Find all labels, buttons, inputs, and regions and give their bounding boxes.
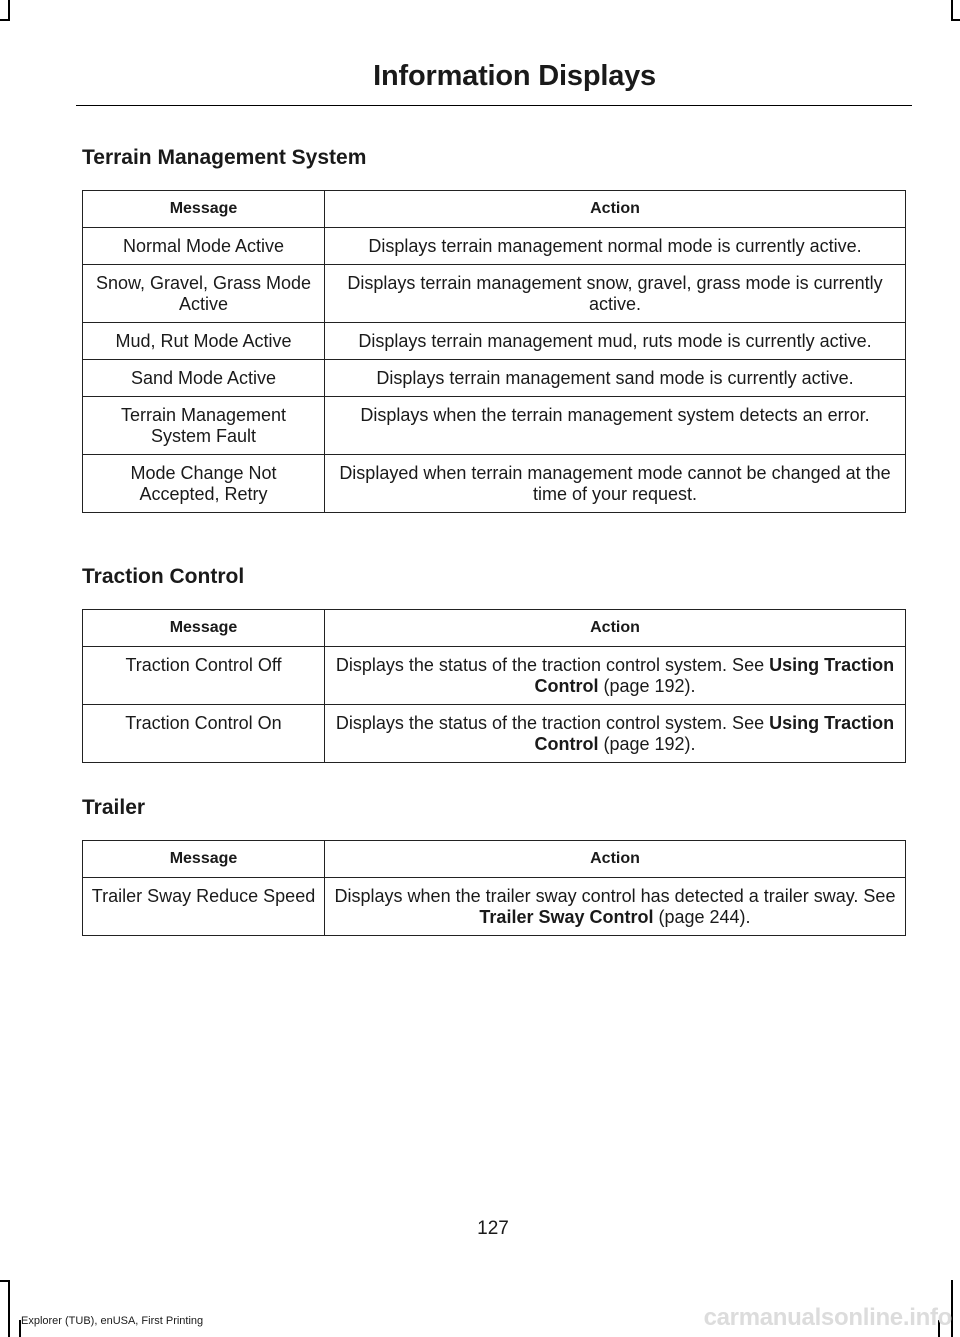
crop-mark: [951, 0, 953, 20]
action-cell: [325, 705, 906, 763]
action-cell: [325, 878, 906, 936]
crop-mark: [0, 1280, 10, 1282]
section-title-trailer: Trailer: [82, 796, 146, 819]
cross-reference-link[interactable]: Using Traction Control: [534, 655, 895, 696]
table-row: [83, 360, 906, 397]
page-reference: (page 192).: [598, 734, 696, 754]
message-cell: Mode Change Not Accepted, Retry: [83, 455, 325, 513]
action-cell: Displays terrain management sand mode is currently active.: [325, 360, 906, 397]
action-cell: Displays terrain management mud, ruts mode is currently active.: [325, 323, 906, 360]
action-text: Displays when the trailer sway control has detected a trailer sway. See: [334, 886, 896, 906]
page-reference: (page 192).: [598, 676, 696, 696]
table-row: [83, 647, 906, 705]
table-row: [83, 228, 906, 265]
crop-mark: [951, 19, 960, 21]
action-cell: [325, 647, 906, 705]
section-title-traction: Traction Control: [82, 565, 245, 588]
crop-mark: [8, 0, 10, 20]
trailer-message-table: [82, 840, 906, 936]
action-cell: Displays terrain management normal mode is currently active.: [325, 228, 906, 265]
terrain-message-table: [82, 190, 906, 513]
page-title: Information Displays: [373, 60, 656, 92]
table-row: [83, 705, 906, 763]
message-cell: Terrain Management System Fault: [83, 397, 325, 455]
page-reference: (page 244).: [653, 907, 751, 927]
message-cell: Mud, Rut Mode Active: [83, 323, 325, 360]
table-header-row: [83, 191, 906, 228]
cross-reference-link[interactable]: Using Traction Control: [534, 713, 895, 754]
table-row: [83, 878, 906, 936]
column-header-action: Action: [325, 610, 906, 647]
table-header-row: [83, 610, 906, 647]
column-header-action: Action: [325, 841, 906, 878]
message-cell: Snow, Gravel, Grass Mode Active: [83, 265, 325, 323]
message-cell: Traction Control Off: [83, 647, 325, 705]
action-cell: Displays terrain management snow, gravel, grass mode is currently active.: [325, 265, 906, 323]
action-text: Displays the status of the traction control system. See: [335, 713, 770, 733]
message-cell: Trailer Sway Reduce Speed: [83, 878, 325, 936]
watermark: carmanualsonline.info: [703, 1304, 952, 1331]
edition-info: Explorer (TUB), enUSA, First Printing: [21, 1315, 204, 1327]
table-row: [83, 323, 906, 360]
message-cell: Sand Mode Active: [83, 360, 325, 397]
column-header-message: Message: [83, 191, 325, 228]
column-header-message: Message: [83, 841, 325, 878]
column-header-action: Action: [325, 191, 906, 228]
message-cell: Normal Mode Active: [83, 228, 325, 265]
traction-message-table: [82, 609, 906, 763]
crop-mark: [0, 19, 10, 21]
action-cell: Displayed when terrain management mode cannot be changed at the time of your request.: [325, 455, 906, 513]
message-cell: Traction Control On: [83, 705, 325, 763]
section-title-terrain: Terrain Management System: [82, 146, 367, 169]
column-header-message: Message: [83, 610, 325, 647]
header-divider: [76, 105, 912, 106]
action-text: Displays the status of the traction control system. See: [335, 655, 770, 675]
action-cell: Displays when the terrain management system detects an error.: [325, 397, 906, 455]
table-row: [83, 397, 906, 455]
crop-mark: [8, 1280, 10, 1337]
page-number: 127: [477, 1218, 509, 1239]
table-row: [83, 265, 906, 323]
table-header-row: [83, 841, 906, 878]
table-row: [83, 455, 906, 513]
cross-reference-link[interactable]: Trailer Sway Control: [479, 907, 654, 927]
